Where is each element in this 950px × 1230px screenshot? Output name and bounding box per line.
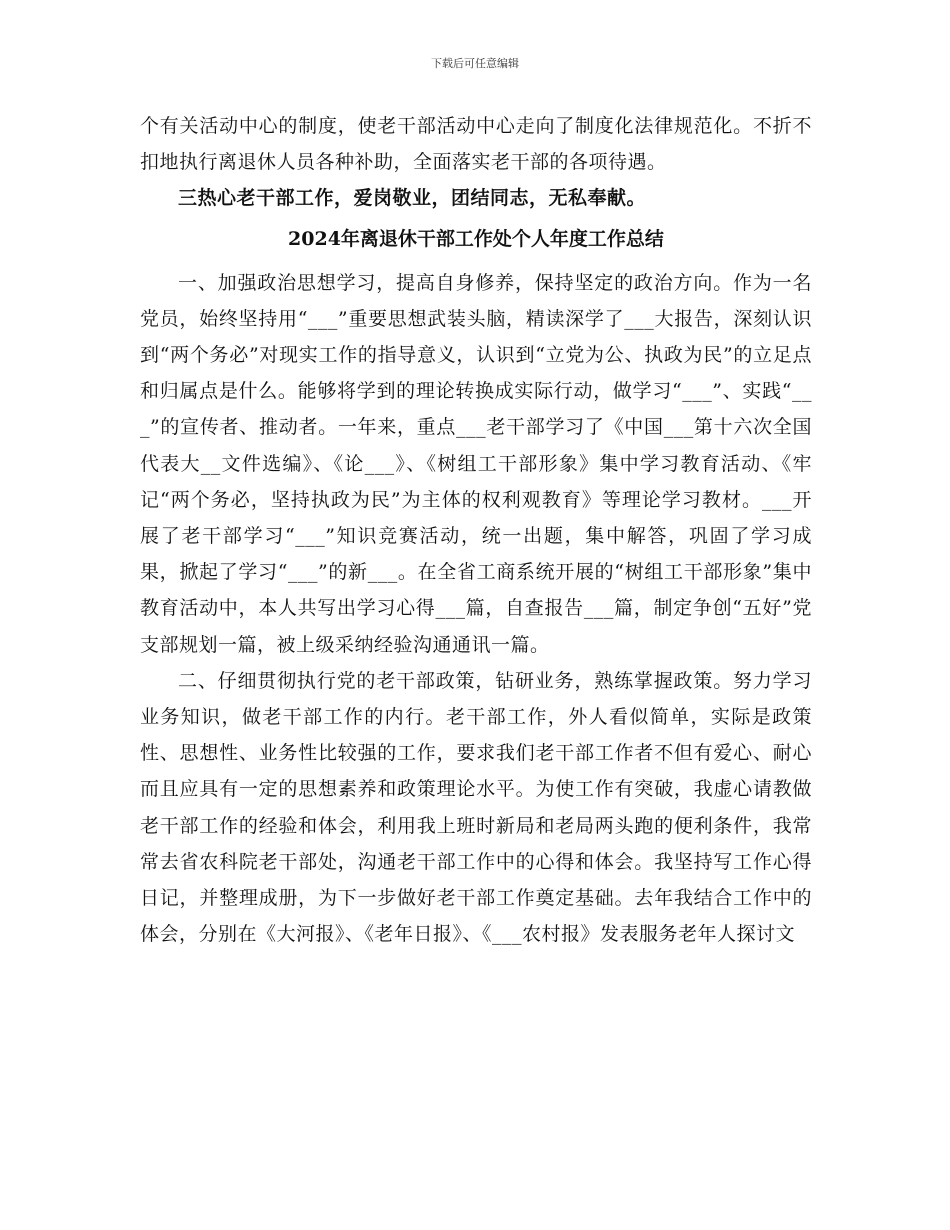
paragraph-section-three-heading: 三热心老干部工作，爱岗敬业，团结同志，无私奉献。 <box>178 187 647 210</box>
paragraph-continuation: 个有关活动中心的制度，使老干部活动中心走向了制度化法律规范化。不折不扣地执行离退休人员各种补助，全面落实老干部的各项待遇。 <box>140 115 812 174</box>
document-body <box>140 108 812 952</box>
document-title: 2024年离退休干部工作处个人年度工作总结 <box>288 227 664 250</box>
paragraph-section-one: 一、加强政治思想学习，提高自身修养，保持坚定的政治方向。作为一名党员，始终坚持用“___”重要思想武装头脑，精读深学了___大报告，深刻认识到“两个务必”对现实工作的指导意义，认识到“立党为公、执政为民”的立足点和归属点是什么。能够将学到的理论转换成实际行动，做学习“___”、实践“___”的宣传者、推动者。一年来，重点___老干部学习了《中国___第十六次全国代表大__文件选编》、《论___》、《树组工干部形象》集中学习教育活动、《牢记“两个务必，坚持执政为民”为主体的权利观教育》等理论学习教材。___开展了老干部学习“___”知识竞赛活动，统一出题，集中解答，巩固了学习成果，掀起了学习“___”的新___。在全省工商系统开展的“树组工干部形象”集中教育活动中，本人共写出学习心得___篇，自查报告___篇，制定争创“五好”党支部规划一篇，被上级采纳经验沟通通讯一篇。 <box>140 271 812 656</box>
page-header: 下载后可任意编辑 <box>431 57 519 70</box>
paragraph-section-two: 二、仔细贯彻执行党的老干部政策，钻研业务，熟练掌握政策。努力学习业务知识，做老干部工作的内行。老干部工作，外人看似简单，实际是政策性、思想性、业务性比较强的工作，要求我们老干部工作者不但有爱心、耐心而且应具有一定的思想素养和政策理论水平。为使工作有突破，我虚心请教做老干部工作的经验和体会，利用我上班时新局和老局两头跑的便利条件，我常常去省农科院老干部处，沟通老干部工作中的心得和体会。我坚持写工作心得日记，并整理成册，为下一步做好老干部工作奠定基础。去年我结合工作中的体会，分别在《大河报》、《老年日报》、《___农村报》发表服务老年人探讨文 <box>140 669 812 946</box>
